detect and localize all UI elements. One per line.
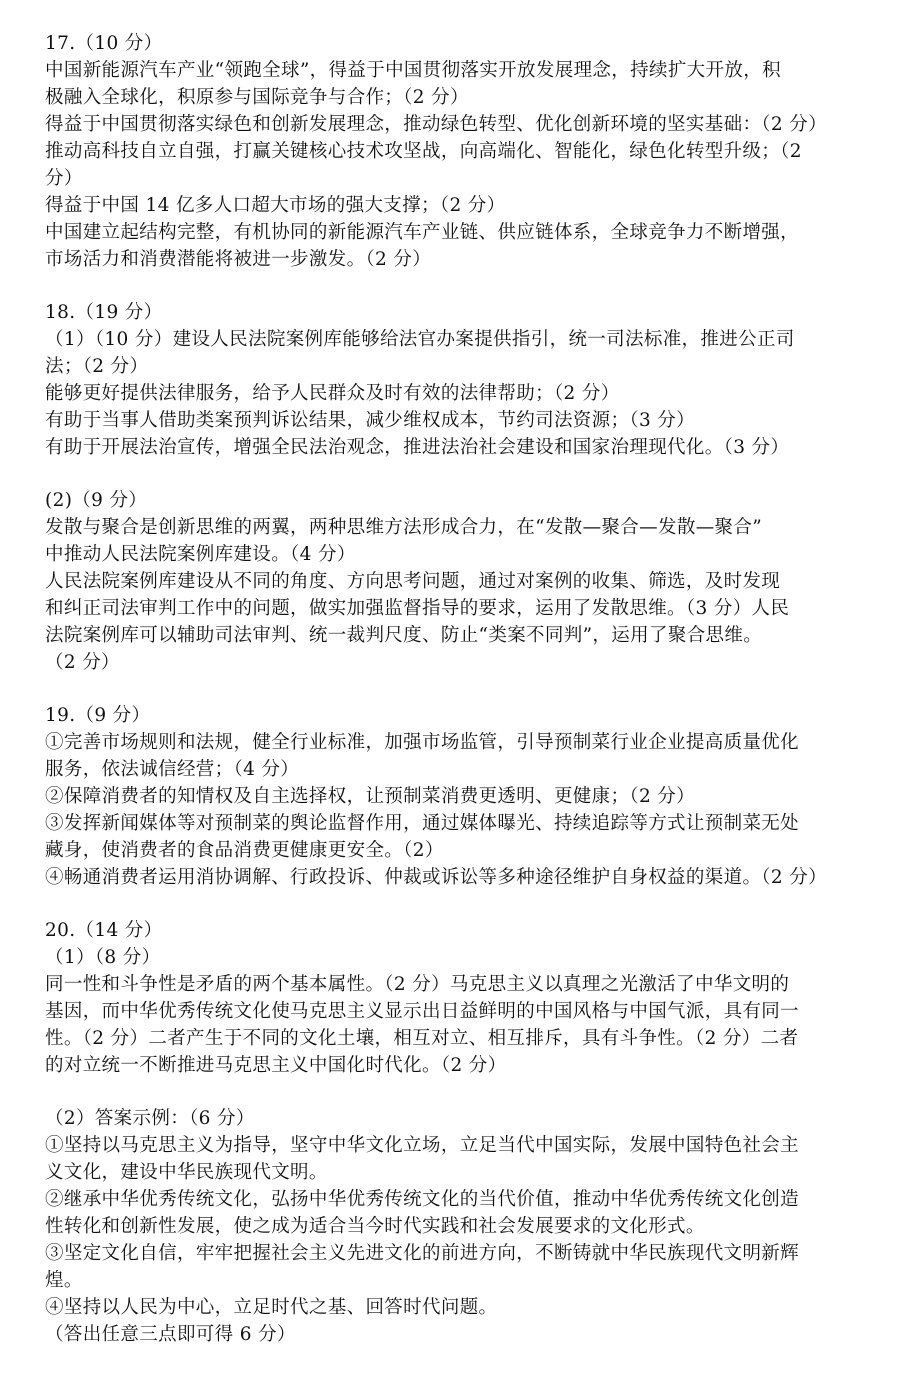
- q19-line-2: 服务，依法诚信经营；（4 分）: [45, 759, 300, 780]
- q20-part2-line-1: （2）答案示例：（6 分）: [45, 1108, 255, 1129]
- q20-part2-line-6: ③坚定文化自信，牢牢把握社会主义先进文化的前进方向，不断铸就中华民族现代文明新辉: [45, 1243, 800, 1264]
- q20-part2-line-2: ①坚持以马克思主义为指导，坚守中华文化立场，立足当代中国实际，发展中国特色社会主: [45, 1135, 800, 1156]
- q19-line-3: ②保障消费者的知情权及自主选择权，让预制菜消费更透明、更健康；（2 分）: [45, 786, 696, 807]
- question-17-heading: 17.（10 分）: [45, 33, 163, 54]
- section-spacer: [45, 676, 860, 702]
- q20-part2-line-5: 性转化和创新性发展，使之成为适合当今时代实践和社会发展要求的文化形式。: [45, 1216, 705, 1237]
- q18-part2-line-7: （2 分）: [45, 652, 120, 673]
- q18-part1-line-3: 能够更好提供法律服务，给予人民群众及时有效的法律帮助；（2 分）: [45, 383, 620, 404]
- q18-part1-line-2: 法；（2 分）: [45, 356, 149, 377]
- q20-part1-line-4: 性。（2 分）二者产生于不同的文化土壤，相互对立、相互排斥，具有斗争性。（2 分）二者: [45, 1028, 799, 1049]
- section-spacer: [45, 891, 860, 917]
- q20-part2-line-8: ④坚持以人民为中心，立足时代之基、回答时代问题。: [45, 1297, 498, 1318]
- q18-part1-line-1: （1）（10 分）建设人民法院案例库能够给法官办案提供指引，统一司法标准，推进公正司: [45, 329, 795, 350]
- q20-part1-line-3: 基因，而中华优秀传统文化使马克思主义显示出日益鲜明的中国风格与中国气派，具有同一: [45, 1001, 800, 1022]
- q18-part2-line-5: 和纠正司法审判工作中的问题，做实加强监督指导的要求，运用了发散思维。（3 分）人民: [45, 598, 790, 619]
- section-spacer: [45, 1079, 860, 1105]
- q19-line-1: ①完善市场规则和法规，健全行业标准，加强市场监管，引导预制菜行业企业提高质量优化: [45, 732, 800, 753]
- q20-part1-line-2: 同一性和斗争性是矛盾的两个基本属性。（2 分）马克思主义以真理之光激活了中华文明的: [45, 974, 790, 995]
- q20-part2-line-4: ②继承中华优秀传统文化，弘扬中华优秀传统文化的当代价值，推动中华优秀传统文化创造: [45, 1189, 800, 1210]
- q17-line-5: 分）: [45, 168, 83, 189]
- q19-line-5: 藏身，使消费者的食品消费更健康更安全。（2）: [45, 840, 444, 861]
- q18-part1-line-4: 有助于当事人借助类案预判诉讼结果，减少维权成本，节约司法资源；（3 分）: [45, 410, 696, 431]
- question-17-section: [45, 30, 860, 273]
- q20-part1-line-1: （1）（8 分）: [45, 947, 161, 968]
- q17-line-7: 中国建立起结构完整，有机协同的新能源汽车产业链、供应链体系，全球竞争力不断增强，: [45, 222, 800, 243]
- q18-part2-line-3: 中推动人民法院案例库建设。（4 分）: [45, 544, 356, 565]
- q18-part1-line-5: 有助于开展法治宣传，增强全民法治观念，推进法治社会建设和国家治理现代化。（3 分）: [45, 437, 790, 458]
- question-18-heading: 18.（19 分）: [45, 302, 163, 323]
- answer-document: [45, 30, 860, 1348]
- q17-line-6: 得益于中国 14 亿多人口超大市场的强大支撑；（2 分）: [45, 195, 506, 216]
- section-spacer: [45, 273, 860, 299]
- q20-part2-line-9: （答出任意三点即可得 6 分）: [45, 1324, 296, 1345]
- q20-part2-line-7: 煌。: [45, 1270, 83, 1291]
- q18-part2-line-4: 人民法院案例库建设从不同的角度、方向思考问题，通过对案例的收集、筛选，及时发现: [45, 571, 781, 592]
- q20-part2-line-3: 义文化，建设中华民族现代文明。: [45, 1162, 328, 1183]
- q18-part2-line-6: 法院案例库可以辅助司法审判、统一裁判尺度、防止“类案不同判”，运用了聚合思维。: [45, 625, 763, 646]
- q18-part2-line-2: 发散与聚合是创新思维的两翼，两种思维方法形成合力，在“发散—聚合—发散—聚合”: [45, 517, 763, 538]
- q20-part1-line-5: 的对立统一不断推进马克思主义中国化时代化。（2 分）: [45, 1055, 507, 1076]
- question-19-heading: 19.（9 分）: [45, 705, 151, 726]
- q17-line-8: 市场活力和消费潜能将被进一步激发。（2 分）: [45, 249, 432, 270]
- question-19-section: [45, 702, 860, 891]
- q17-line-1: 中国新能源汽车产业“领跑全球”，得益于中国贯彻落实开放发展理念，持续扩大开放，积: [45, 60, 781, 81]
- question-18-section: [45, 299, 860, 676]
- q19-line-6: ④畅通消费者运用消协调解、行政投诉、仲裁或诉讼等多种途径维护自身权益的渠道。（2 分）: [45, 867, 827, 888]
- question-20-section: [45, 917, 860, 1348]
- q19-line-4: ③发挥新闻媒体等对预制菜的舆论监督作用，通过媒体曝光、持续追踪等方式让预制菜无处: [45, 813, 800, 834]
- q18-part2-line-1: (2)（9 分）: [45, 490, 148, 511]
- question-20-heading: 20.（14 分）: [45, 920, 163, 941]
- section-spacer: [45, 461, 860, 487]
- q17-line-2: 极融入全球化，积原参与国际竞争与合作；（2 分）: [45, 87, 469, 108]
- q17-line-3: 得益于中国贯彻落实绿色和创新发展理念，推动绿色转型、优化创新环境的坚实基础：（2 分）: [45, 114, 827, 135]
- q17-line-4: 推动高科技自立自强，打赢关键核心技术攻坚战，向高端化、智能化，绿色化转型升级；（2: [45, 141, 802, 162]
